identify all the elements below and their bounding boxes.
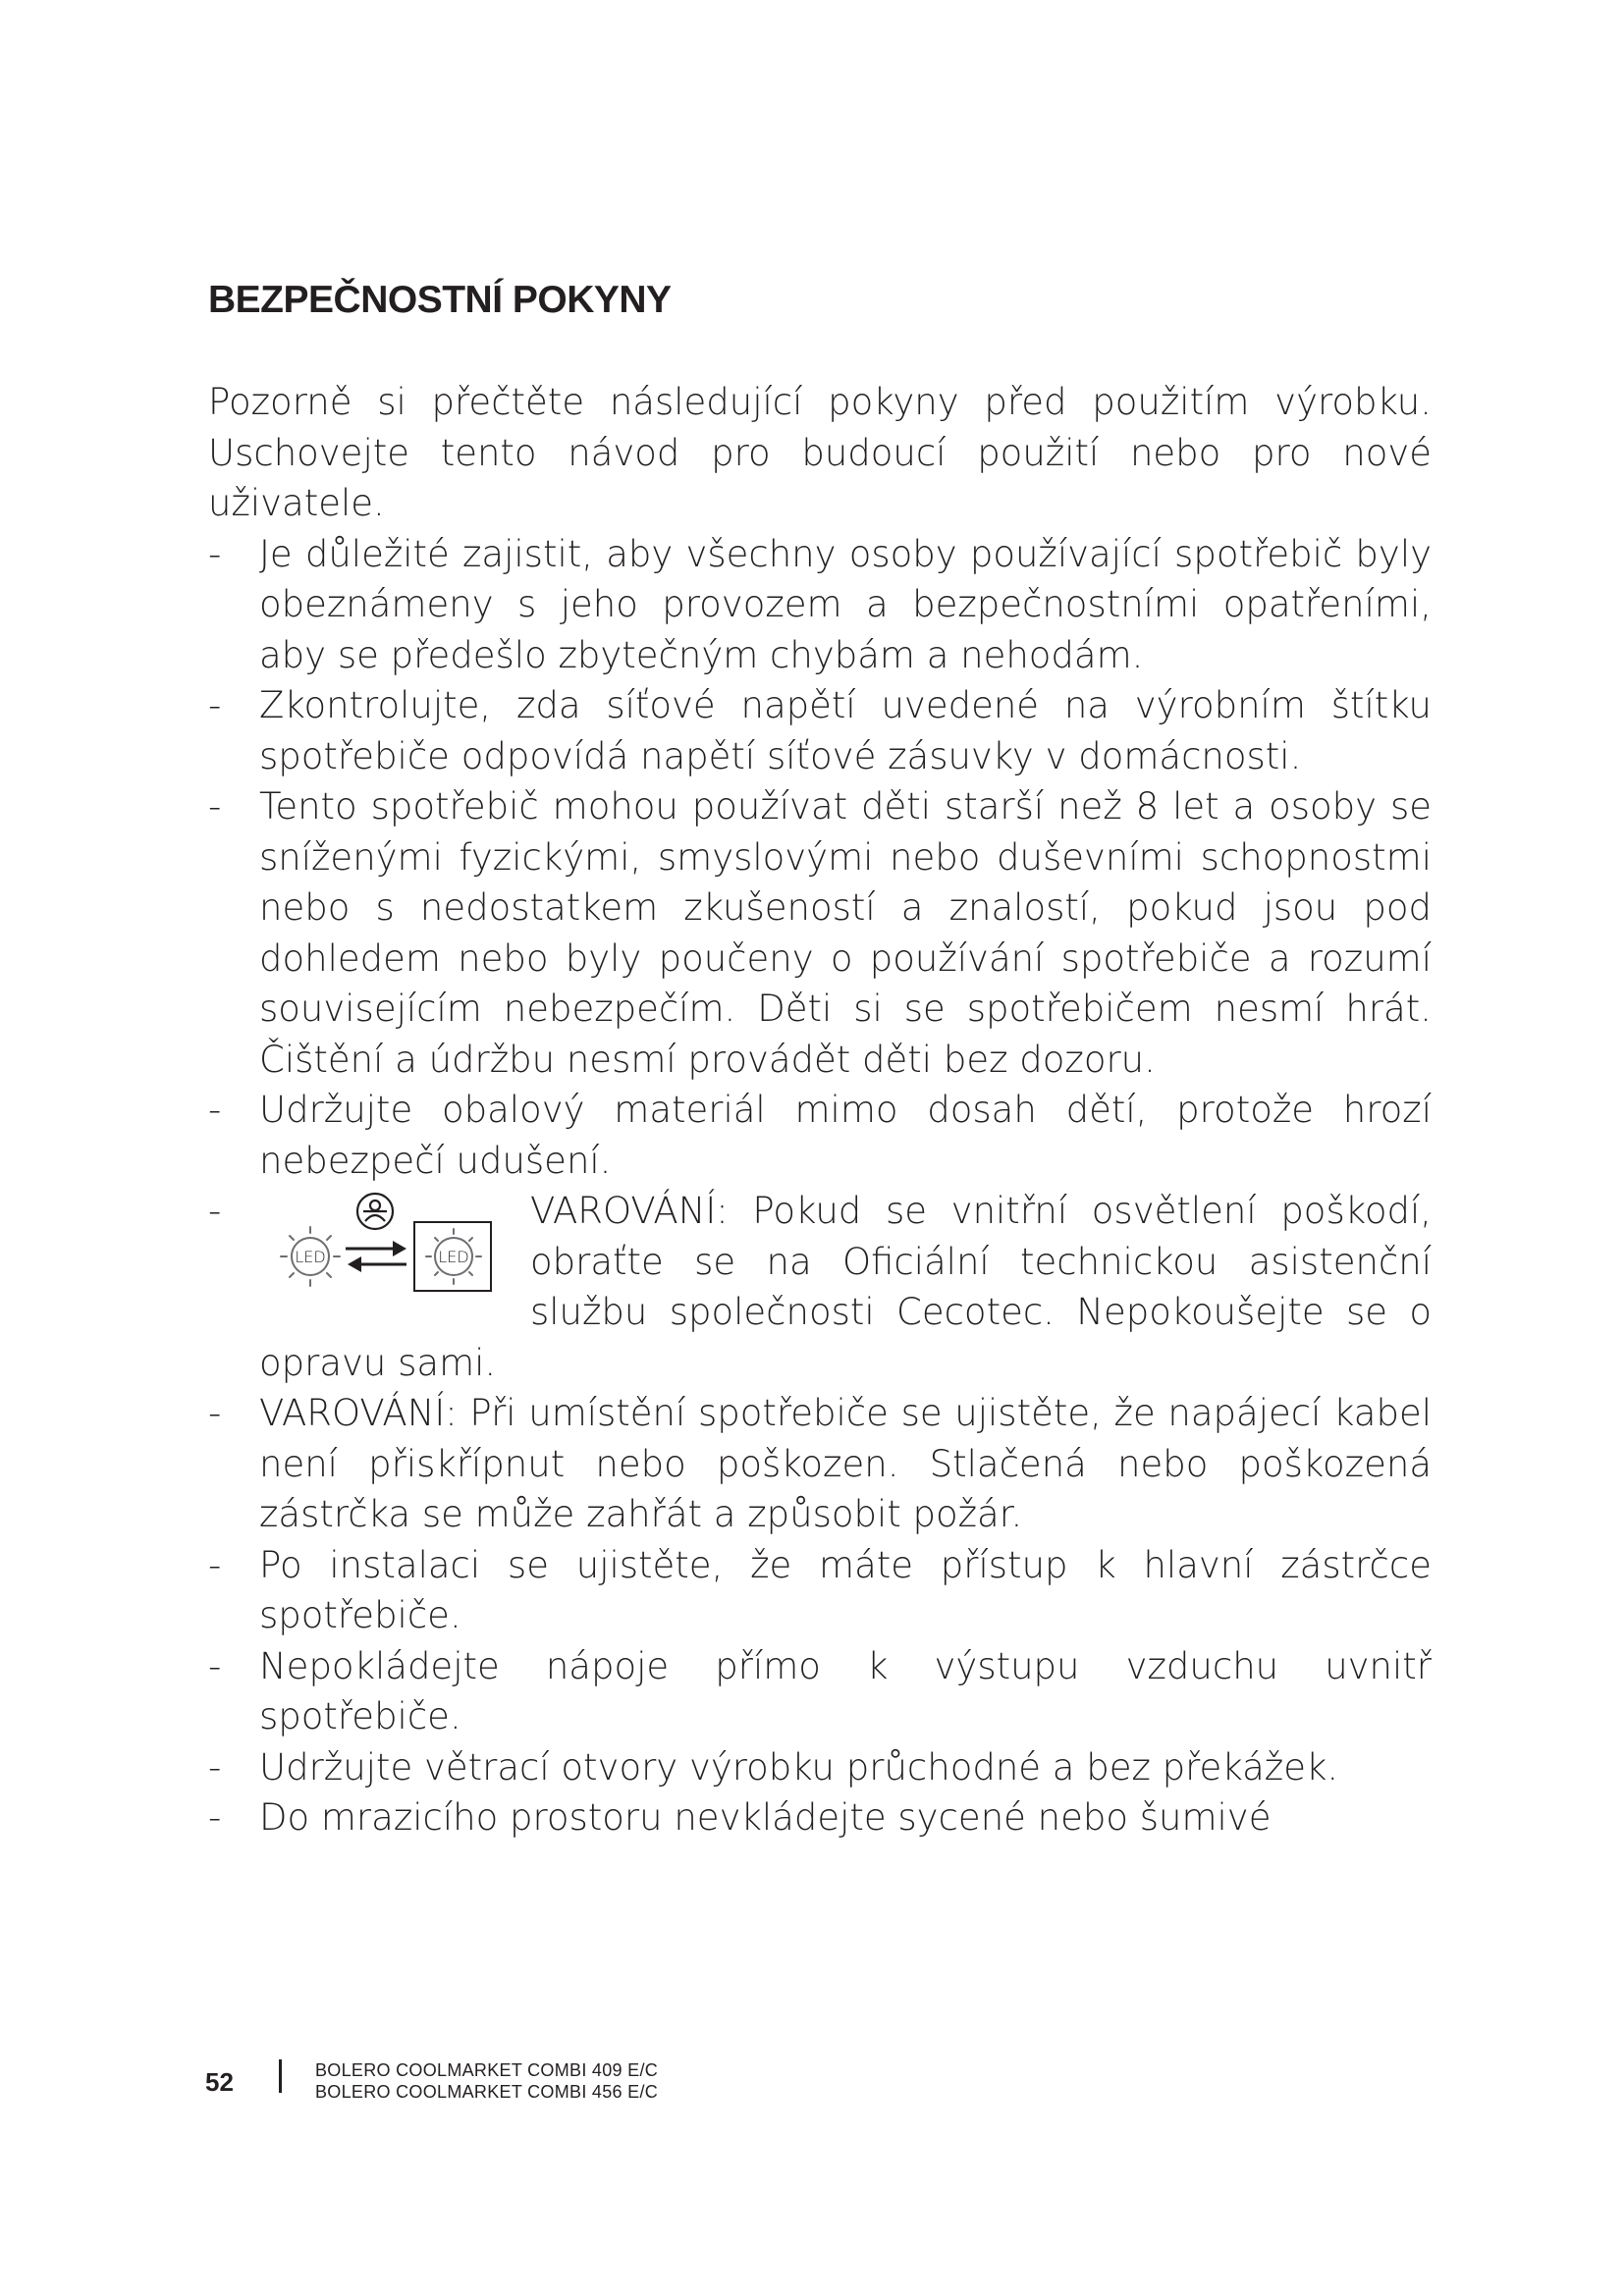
led-replacement-icon [271,1190,503,1292]
list-item: - Nepokládejte nápoje přímo k výstupu vzduchu uvnitř spotřebiče. [208,1641,1432,1742]
led-warning-text: VAROVÁNÍ: Pokud se vnitřní osvětlení poškodí, obraťte se na Oficiální technickou asistenční službu společnosti Cecotec. Nepokoušejte se o opravu sami. [259,1190,1432,1384]
list-item: - Po instalaci se ujistěte, že máte přístup k hlavní zástrčce spotřebiče. [208,1540,1432,1641]
swap-arrows-icon [346,1241,406,1272]
list-item: - Udržujte větrací otvory výrobku průchodné a bez překážek. [208,1742,1432,1793]
list-item: - Je důležité zajistit, aby všechny osoby používající spotřebič byly obeznámeny s jeho provozem a bezpečnostními opatřeními, aby se předešlo zbytečným chybám a nehodám. [208,529,1432,681]
led-label-right: LED [438,1248,469,1266]
safety-instructions-list [208,529,1432,1843]
intro-paragraph: Pozorně si přečtěte následující pokyny před použitím výrobku. Uschovejte tento návod pro budoucí použití nebo pro nové uživatele. [208,381,1432,524]
list-item: - Zkontrolujte, zda síťové napětí uvedené na výrobním štítku spotřebiče odpovídá napětí síťové zásuvky v domácnosti. [208,680,1432,781]
document-body [208,377,1432,1843]
list-item: - Do mrazicího prostoru nevkládejte sycené nebo šumivé [208,1792,1432,1843]
list-item: - VAROVÁNÍ: Při umístění spotřebiče se ujistěte, že napájecí kabel není přiskřípnut nebo poškozen. Stlačená nebo poškozená zástrčka se může zahřát a způsobit požár. [208,1388,1432,1540]
footer-model-2: BOLERO COOLMARKET COMBI 456 E/C [315,2082,659,2102]
page-title: BEZPEČNOSTNÍ POKYNY [208,279,672,321]
list-item: - Udržujte obalový materiál mimo dosah dětí, protože hrozí nebezpečí udušení. [208,1085,1432,1186]
technician-badge-icon [357,1194,393,1229]
list-item: - Tento spotřebič mohou používat děti starší než 8 let a osoby se sníženými fyzickými, smyslovými nebo duševními schopnostmi nebo s nedostatkem zkušeností a znalostí, pokud jsou pod dohledem nebo byly poučeny o používání spotřebiče a rozumí souvisejícím nebezpečím. Děti si se spotřebičem nesmí hrát. Čištění a údržbu nesmí provádět děti bez dozoru. [208,781,1432,1085]
footer-model-1: BOLERO COOLMARKET COMBI 409 E/C [315,2060,659,2080]
led-warning-box [259,1186,1432,1388]
footer-divider [279,2059,282,2093]
footer-model-names [315,2059,658,2103]
list-item-led-warning [208,1186,1432,1388]
page-number: 52 [205,2067,234,2097]
led-label-left: - LED [295,1248,326,1266]
